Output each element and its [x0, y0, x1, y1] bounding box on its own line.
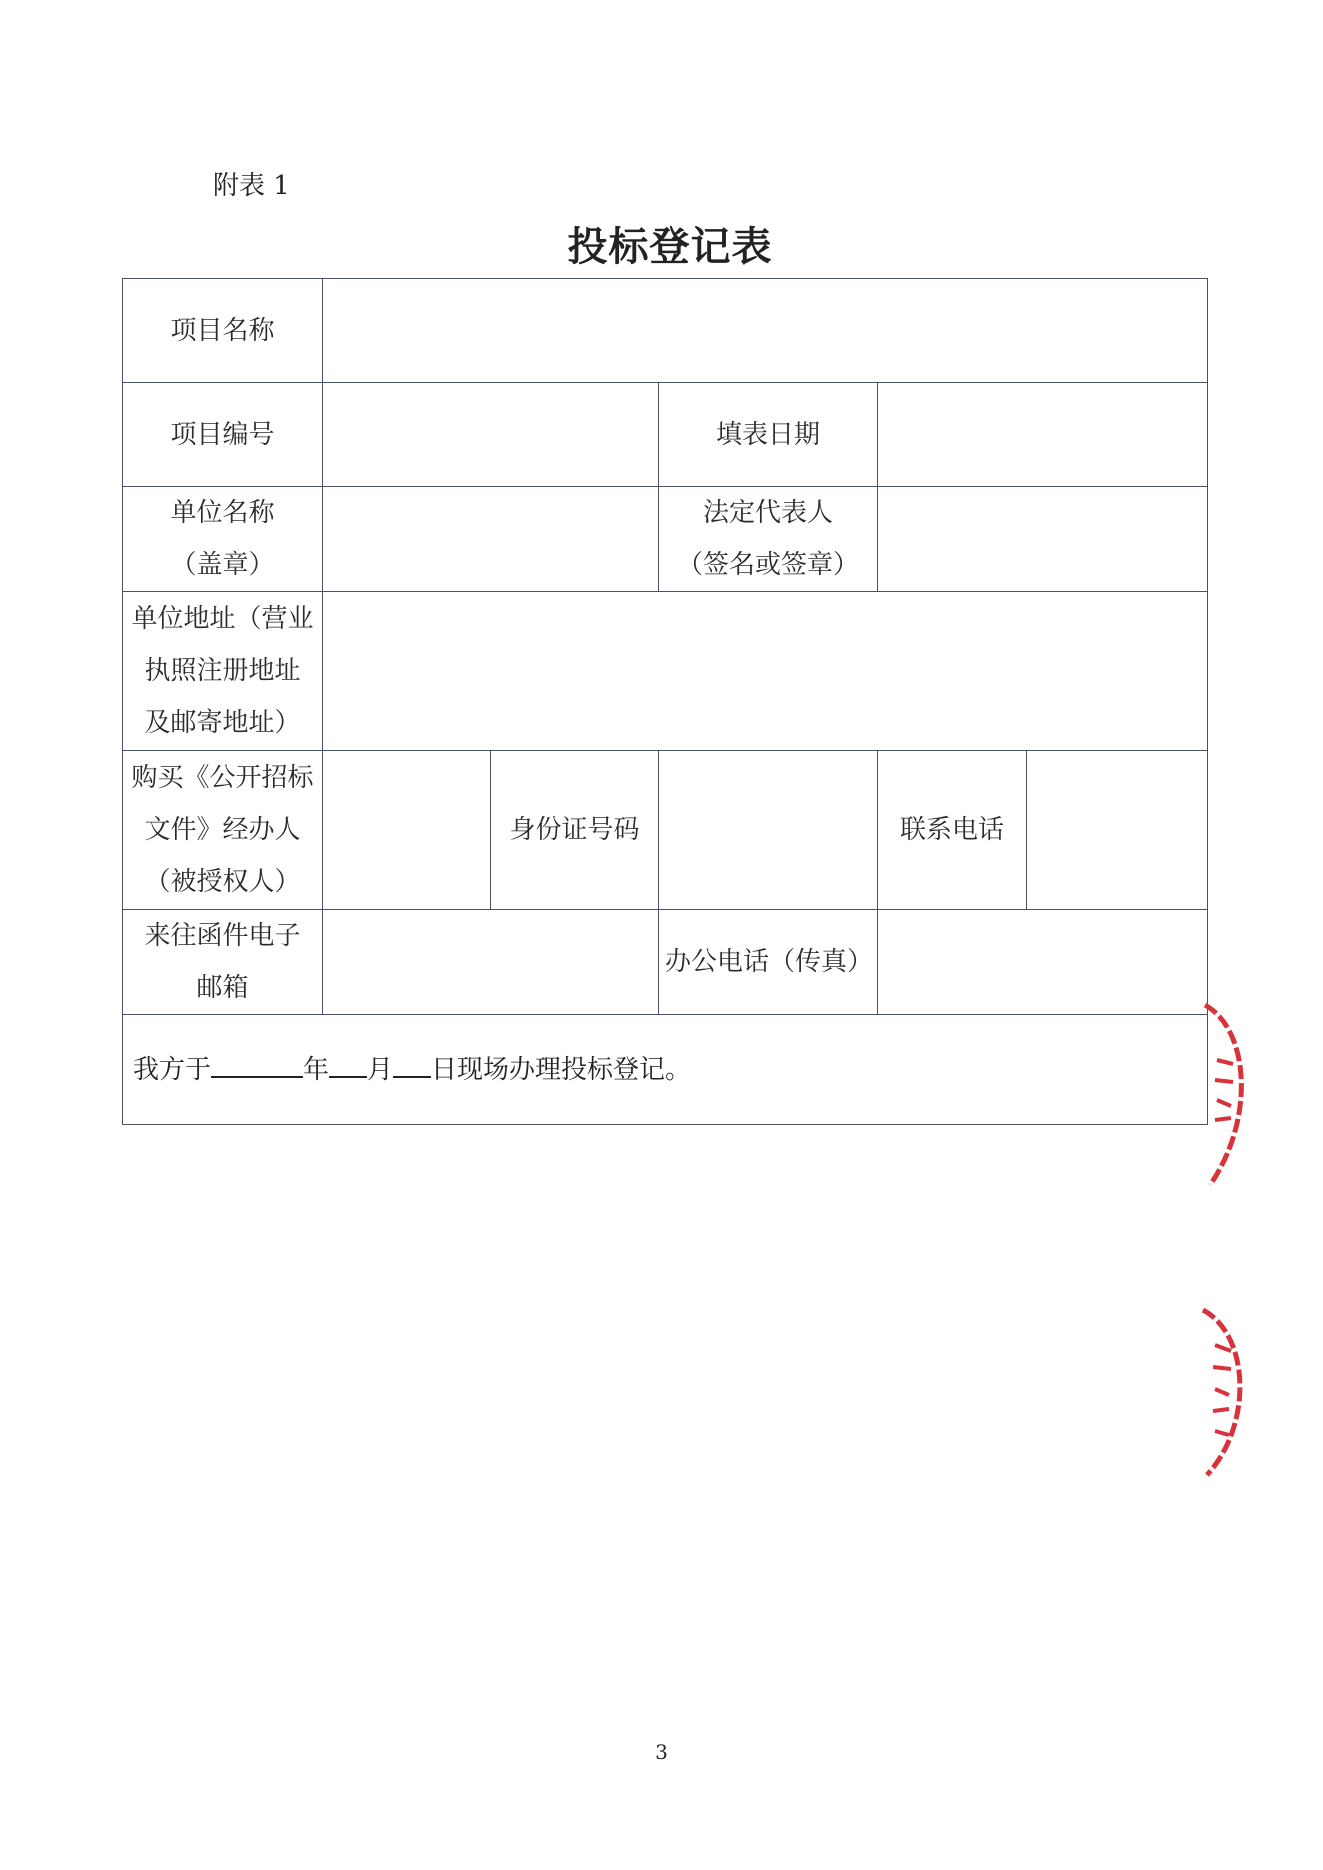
buyer-field[interactable] [323, 751, 491, 910]
appendix-label: 附表 1 [213, 171, 290, 201]
project-number-label: 项目编号 [123, 383, 323, 487]
table-row [123, 592, 1208, 751]
contact-phone-label: 联系电话 [878, 751, 1027, 910]
unit-name-label: 单位名称 （盖章） [123, 487, 323, 592]
table-row [123, 910, 1208, 1015]
project-name-label: 项目名称 [123, 279, 323, 383]
office-phone-field[interactable] [878, 910, 1208, 1015]
declaration-year: 年 [303, 1054, 330, 1085]
seal-stamp-icon [1195, 1305, 1255, 1480]
legal-rep-field[interactable] [878, 487, 1208, 592]
unit-address-label: 单位地址（营业 执照注册地址 及邮寄地址） [123, 592, 323, 751]
table-row [123, 279, 1208, 383]
id-number-label: 身份证号码 [491, 751, 659, 910]
office-phone-label: 办公电话（传真） [659, 910, 878, 1015]
page-number: 3 [655, 1740, 668, 1764]
month-blank[interactable] [329, 1056, 367, 1078]
table-row [123, 487, 1208, 592]
unit-address-field[interactable] [323, 592, 1208, 751]
declaration-suffix: 日现场办理投标登记。 [431, 1054, 692, 1085]
table-row [123, 383, 1208, 487]
buyer-label: 购买《公开招标 文件》经办人 （被授权人） [123, 751, 323, 910]
table-row [123, 1015, 1208, 1125]
project-number-field[interactable] [323, 383, 659, 487]
table-row [123, 751, 1208, 910]
form-title: 投标登记表 [567, 224, 773, 270]
unit-name-field[interactable] [323, 487, 659, 592]
email-label: 来往函件电子 邮箱 [123, 910, 323, 1015]
fill-date-field[interactable] [878, 383, 1208, 487]
id-number-field[interactable] [659, 751, 878, 910]
legal-rep-label: 法定代表人 （签名或签章） [659, 487, 878, 592]
contact-phone-field[interactable] [1027, 751, 1208, 910]
declaration-prefix: 我方于 [133, 1054, 212, 1085]
year-blank[interactable] [211, 1056, 303, 1078]
email-field[interactable] [323, 910, 659, 1015]
declaration-month: 月 [367, 1054, 394, 1085]
declaration-row [123, 1015, 1208, 1125]
seal-stamp-icon [1195, 1000, 1255, 1190]
project-name-field[interactable] [323, 279, 1208, 383]
day-blank[interactable] [393, 1056, 431, 1078]
fill-date-label: 填表日期 [659, 383, 878, 487]
registration-table [122, 278, 1208, 1125]
